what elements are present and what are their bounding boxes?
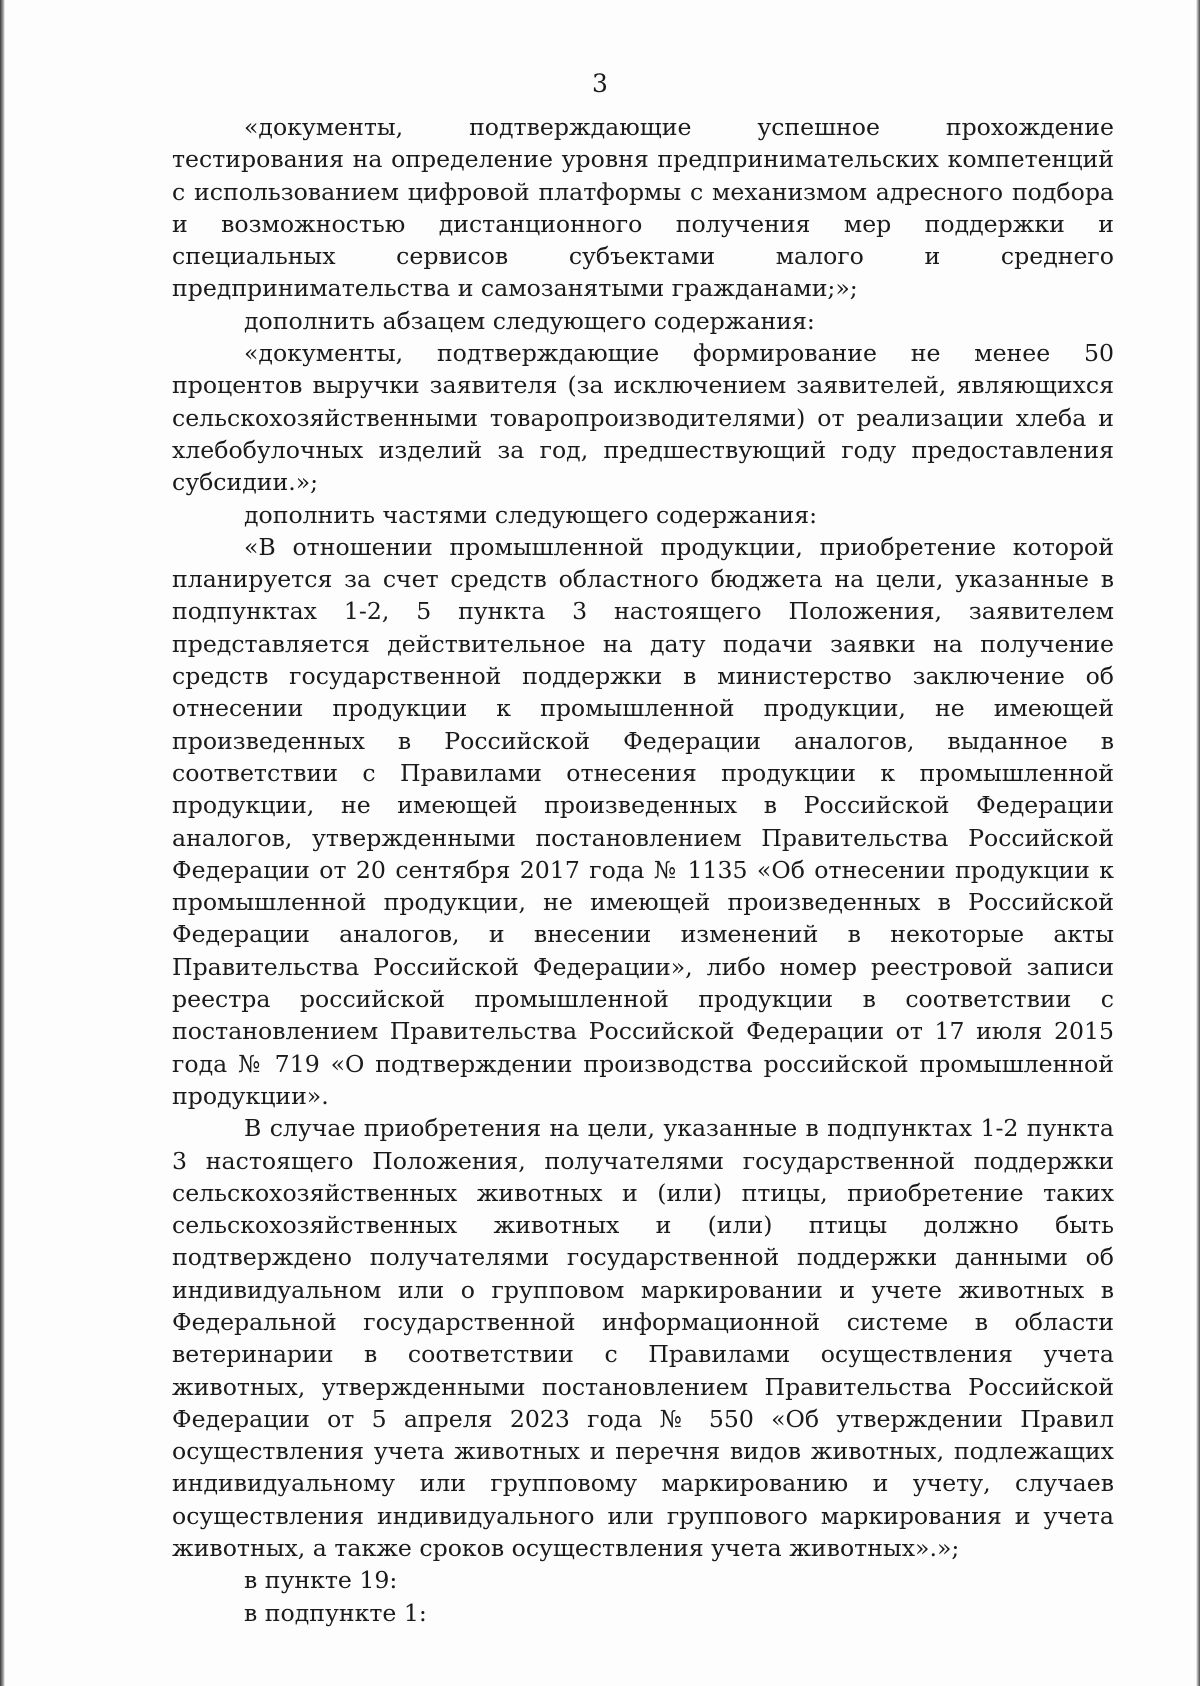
paragraph-add-parts: дополнить частями следующего содержания: <box>244 500 818 529</box>
scan-edge-right <box>1196 0 1200 1686</box>
paragraph-subpoint-1: в подпункте 1: <box>244 1598 427 1627</box>
paragraph-documents-testing: «документы, подтверждающие успешное прохождение тестирования на определение уровня предпринимательских компетенций с использованием цифровой платформы с механизмом адресного подбора и возможностью дистанционного получения мер поддержки и специальных сервисов субъектами малого и среднего предпринимательства и самозанятыми гражданами;»; <box>172 113 1114 303</box>
paragraph-point-19: в пункте 19: <box>244 1566 398 1595</box>
paragraph-add-clause: дополнить абзацем следующего содержания: <box>244 306 815 335</box>
page-number: 3 <box>592 69 608 98</box>
paragraph-documents-revenue: «документы, подтверждающие формирование не менее 50 процентов выручки заявителя (за исключением заявителей, являющихся сельскохозяйственными товаропроизводителями) от реализации хлеба и хлебобулочных изделий за год, предшествующий году предоставления субсидии.»; <box>172 339 1114 497</box>
document-body <box>172 111 1114 1629</box>
paragraph-industrial-products: «В отношении промышленной продукции, приобретение которой планируется за счет средств областного бюджета на цели, указанные в подпунктах 1-2, 5 пункта 3 настоящего Положения, заявителем представляется действительное на дату подачи заявки на получение средств государственной поддержки в министерство заключение об отнесении продукции к промышленной продукции, не имеющей произведенных в Российской Федерации аналогов, выданное в соответствии с Правилами отнесения продукции к промышленной продукции, не имеющей произведенных в Российской Федерации аналогов, утвержденными постановлением Правительства Российской Федерации от 20 сентября 2017 года № 1135 «Об отнесении продукции к промышленной продукции, не имеющей произведенных в Российской Федерации аналогов, и внесении изменений в некоторые акты Правительства Российской Федерации», либо номер реестровой записи реестра российской промышленной продукции в соответствии с постановлением Правительства Российской Федерации от 17 июля 2015 года № 719 «О подтверждении производства российской промышленной продукции». <box>172 532 1114 1110</box>
paragraph-animals-marking: В случае приобретения на цели, указанные в подпунктах 1-2 пункта 3 настоящего Положения, получателями государственной поддержки сельскохозяйственных животных и (или) птицы, приобретение таких сельскохозяйственных животных и (или) птицы должно быть подтверждено получателями государственной поддержки данными об индивидуальном или о групповом маркировании и учете животных в Федеральной государственной информационной системе в области ветеринарии в соответствии с Правилами осуществления учета животных, утвержденными постановлением Правительства Российской Федерации от 5 апреля 2023 года № 550 «Об утверждении Правил осуществления учета животных и перечня видов животных, подлежащих индивидуальному или групповому маркированию и учету, случаев осуществления индивидуального или группового маркирования и учета животных, а также сроков осуществления учета животных».»; <box>172 1114 1114 1563</box>
scan-edge-left <box>0 0 5 1686</box>
